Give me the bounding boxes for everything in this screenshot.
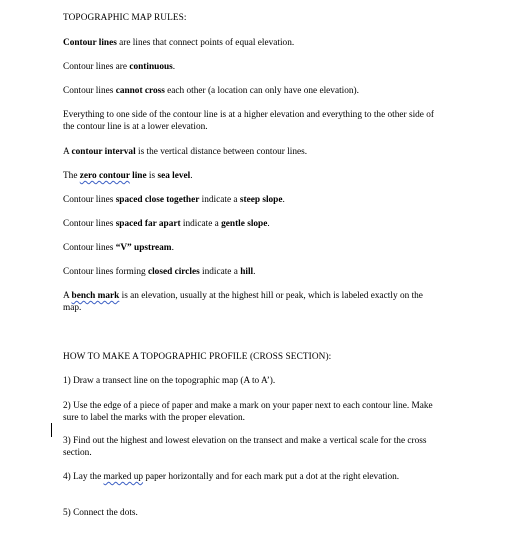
rule-contour-interval: A contour interval is the vertical distance between contour lines.: [63, 147, 308, 157]
rule-closed-circles: Contour lines forming closed circles indicate a hill.: [63, 267, 256, 277]
step-4: 4) Lay the marked up paper horizontally and for each mark put a dot at the right elevation.: [63, 472, 400, 482]
rule-steep-slope: Contour lines spaced close together indicate a steep slope.: [63, 195, 285, 205]
step-1: 1) Draw a transect line on the topographic map (A to A’).: [63, 376, 276, 386]
step-5: 5) Connect the dots.: [63, 508, 138, 518]
rules-heading: TOPOGRAPHIC MAP RULES:: [63, 13, 187, 23]
step-3: 3) Find out the highest and lowest elevation on the transect and make a vertical scale for the cross section.: [63, 436, 427, 458]
rule-bench-mark: A bench mark is an elevation, usually at the highest hill or peak, which is labeled exactly on the map.: [63, 291, 423, 313]
step-2: 2) Use the edge of a piece of paper and make a mark on your paper next to each contour line. Make sure to label the marks with the proper elevation.: [63, 401, 433, 423]
spellcheck-word[interactable]: zero contour: [79, 171, 130, 181]
spellcheck-word[interactable]: marked up: [103, 472, 144, 482]
rule-cannot-cross: Contour lines cannot cross each other (a location can only have one elevation).: [63, 86, 359, 96]
profile-heading: HOW TO MAKE A TOPOGRAPHIC PROFILE (CROSS SECTION):: [63, 352, 332, 362]
rule-higher-lower: Everything to one side of the contour line is at a higher elevation and everything to the other side of the contour line is at a lower elevation.: [63, 110, 434, 132]
text-cursor: [51, 423, 52, 437]
rule-contour-lines: Contour lines are lines that connect points of equal elevation.: [63, 38, 295, 48]
rule-gentle-slope: Contour lines spaced far apart indicate a gentle slope.: [63, 219, 270, 229]
rule-zero-contour: The zero contour line is sea level.: [63, 171, 193, 181]
rule-v-upstream: Contour lines “V” upstream.: [63, 243, 174, 253]
rule-continuous: Contour lines are continuous.: [63, 62, 176, 72]
spellcheck-word[interactable]: bench mark: [71, 291, 120, 301]
